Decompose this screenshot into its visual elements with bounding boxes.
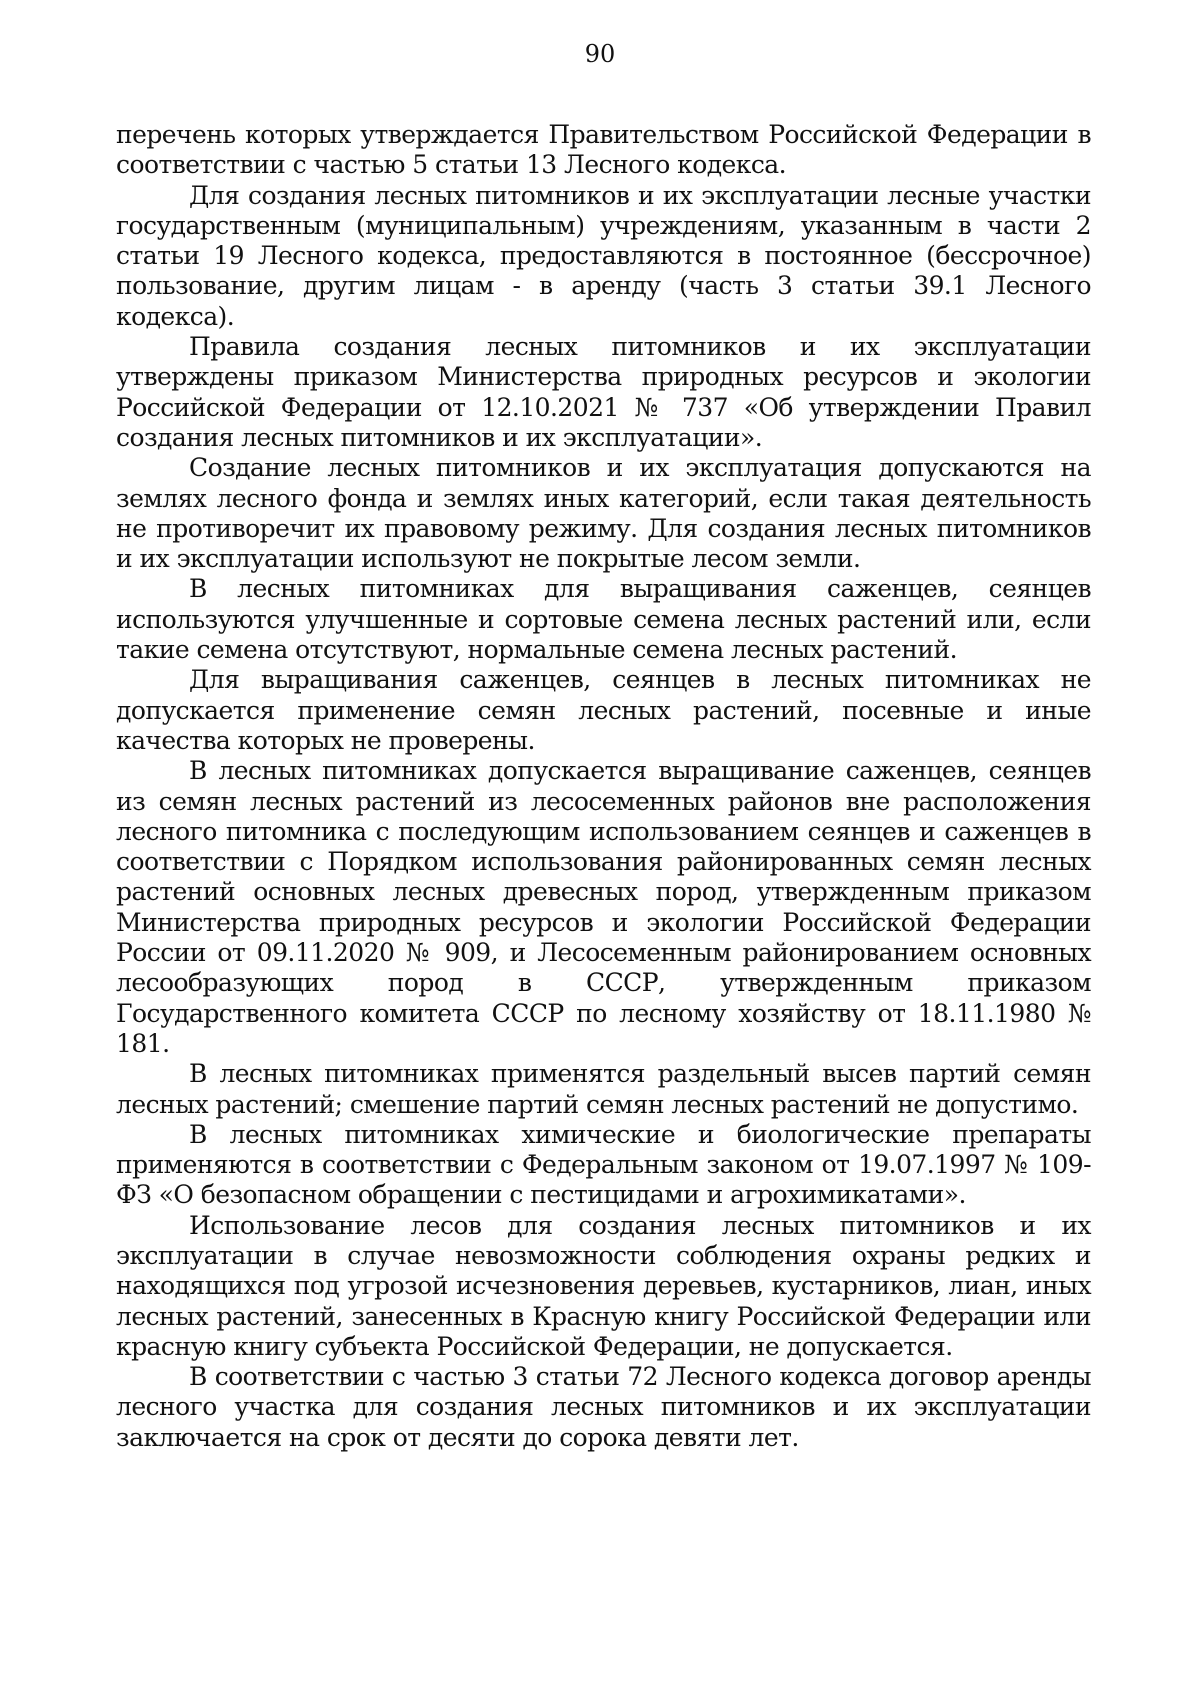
- page-number: 90: [584, 40, 616, 68]
- document-body: [116, 120, 1091, 1453]
- paragraph: Использование лесов для создания лесных питомников и их эксплуатации в случае невозможности соблюдения охраны редких и находящихся под угрозой исчезновения деревьев, кустарников, лиан, иных лесных растений, занесенных в Красную книгу Российской Федерации или красную книгу субъекта Российской Федерации, не допускается.: [116, 1210, 1091, 1361]
- paragraph: В лесных питомниках допускается выращивание саженцев, сеянцев из семян лесных растений из лесосеменных районов вне расположения лесного питомника с последующим использованием сеянцев и саженцев в соответствии с Порядком использования районированных семян лесных растений основных лесных древесных пород, утвержденным приказом Министерства природных ресурсов и экологии Российской Федерации России от 09.11.2020 № 909, и Лесосеменным районированием основных лесообразующих пород в СССР, утвержденным приказом Государственного комитета СССР по лесному хозяйству от 18.11.1980 № 181.: [116, 756, 1091, 1058]
- paragraph: Правила создания лесных питомников и их эксплуатации утверждены приказом Министерства природных ресурсов и экологии Российской Федерации от 12.10.2021 № 737 «Об утверждении Правил создания лесных питомников и их эксплуатации».: [116, 332, 1091, 452]
- paragraph: В лесных питомниках химические и биологические препараты применяются в соответствии с Федеральным законом от 19.07.1997 № 109-ФЗ «О безопасном обращении с пестицидами и агрохимикатами».: [116, 1119, 1091, 1210]
- paragraph: В лесных питомниках применятся раздельный высев партий семян лесных растений; смешение партий семян лесных растений не допустимо.: [116, 1059, 1091, 1119]
- paragraph: В лесных питомниках для выращивания саженцев, сеянцев используются улучшенные и сортовые семена лесных растений или, если такие семена отсутствуют, нормальные семена лесных растений.: [116, 574, 1091, 665]
- paragraph-continuation: перечень которых утверждается Правительством Российской Федерации в соответствии с частью 5 статьи 13 Лесного кодекса.: [116, 120, 1091, 180]
- paragraph: Создание лесных питомников и их эксплуатация допускаются на землях лесного фонда и землях иных категорий, если такая деятельность не противоречит их правовому режиму. Для создания лесных питомников и их эксплуатации используют не покрытые лесом земли.: [116, 453, 1091, 574]
- paragraph: Для выращивания саженцев, сеянцев в лесных питомниках не допускается применение семян лесных растений, посевные и иные качества которых не проверены.: [116, 665, 1091, 755]
- paragraph: Для создания лесных питомников и их эксплуатации лесные участки государственным (муниципальным) учреждениям, указанным в части 2 статьи 19 Лесного кодекса, предоставляются в постоянное (бессрочное) пользование, другим лицам - в аренду (часть 3 статьи 39.1 Лесного кодекса).: [116, 180, 1091, 331]
- paragraph: В соответствии с частью 3 статьи 72 Лесного кодекса договор аренды лесного участка для создания лесных питомников и их эксплуатации заключается на срок от десяти до сорока девяти лет.: [116, 1362, 1091, 1452]
